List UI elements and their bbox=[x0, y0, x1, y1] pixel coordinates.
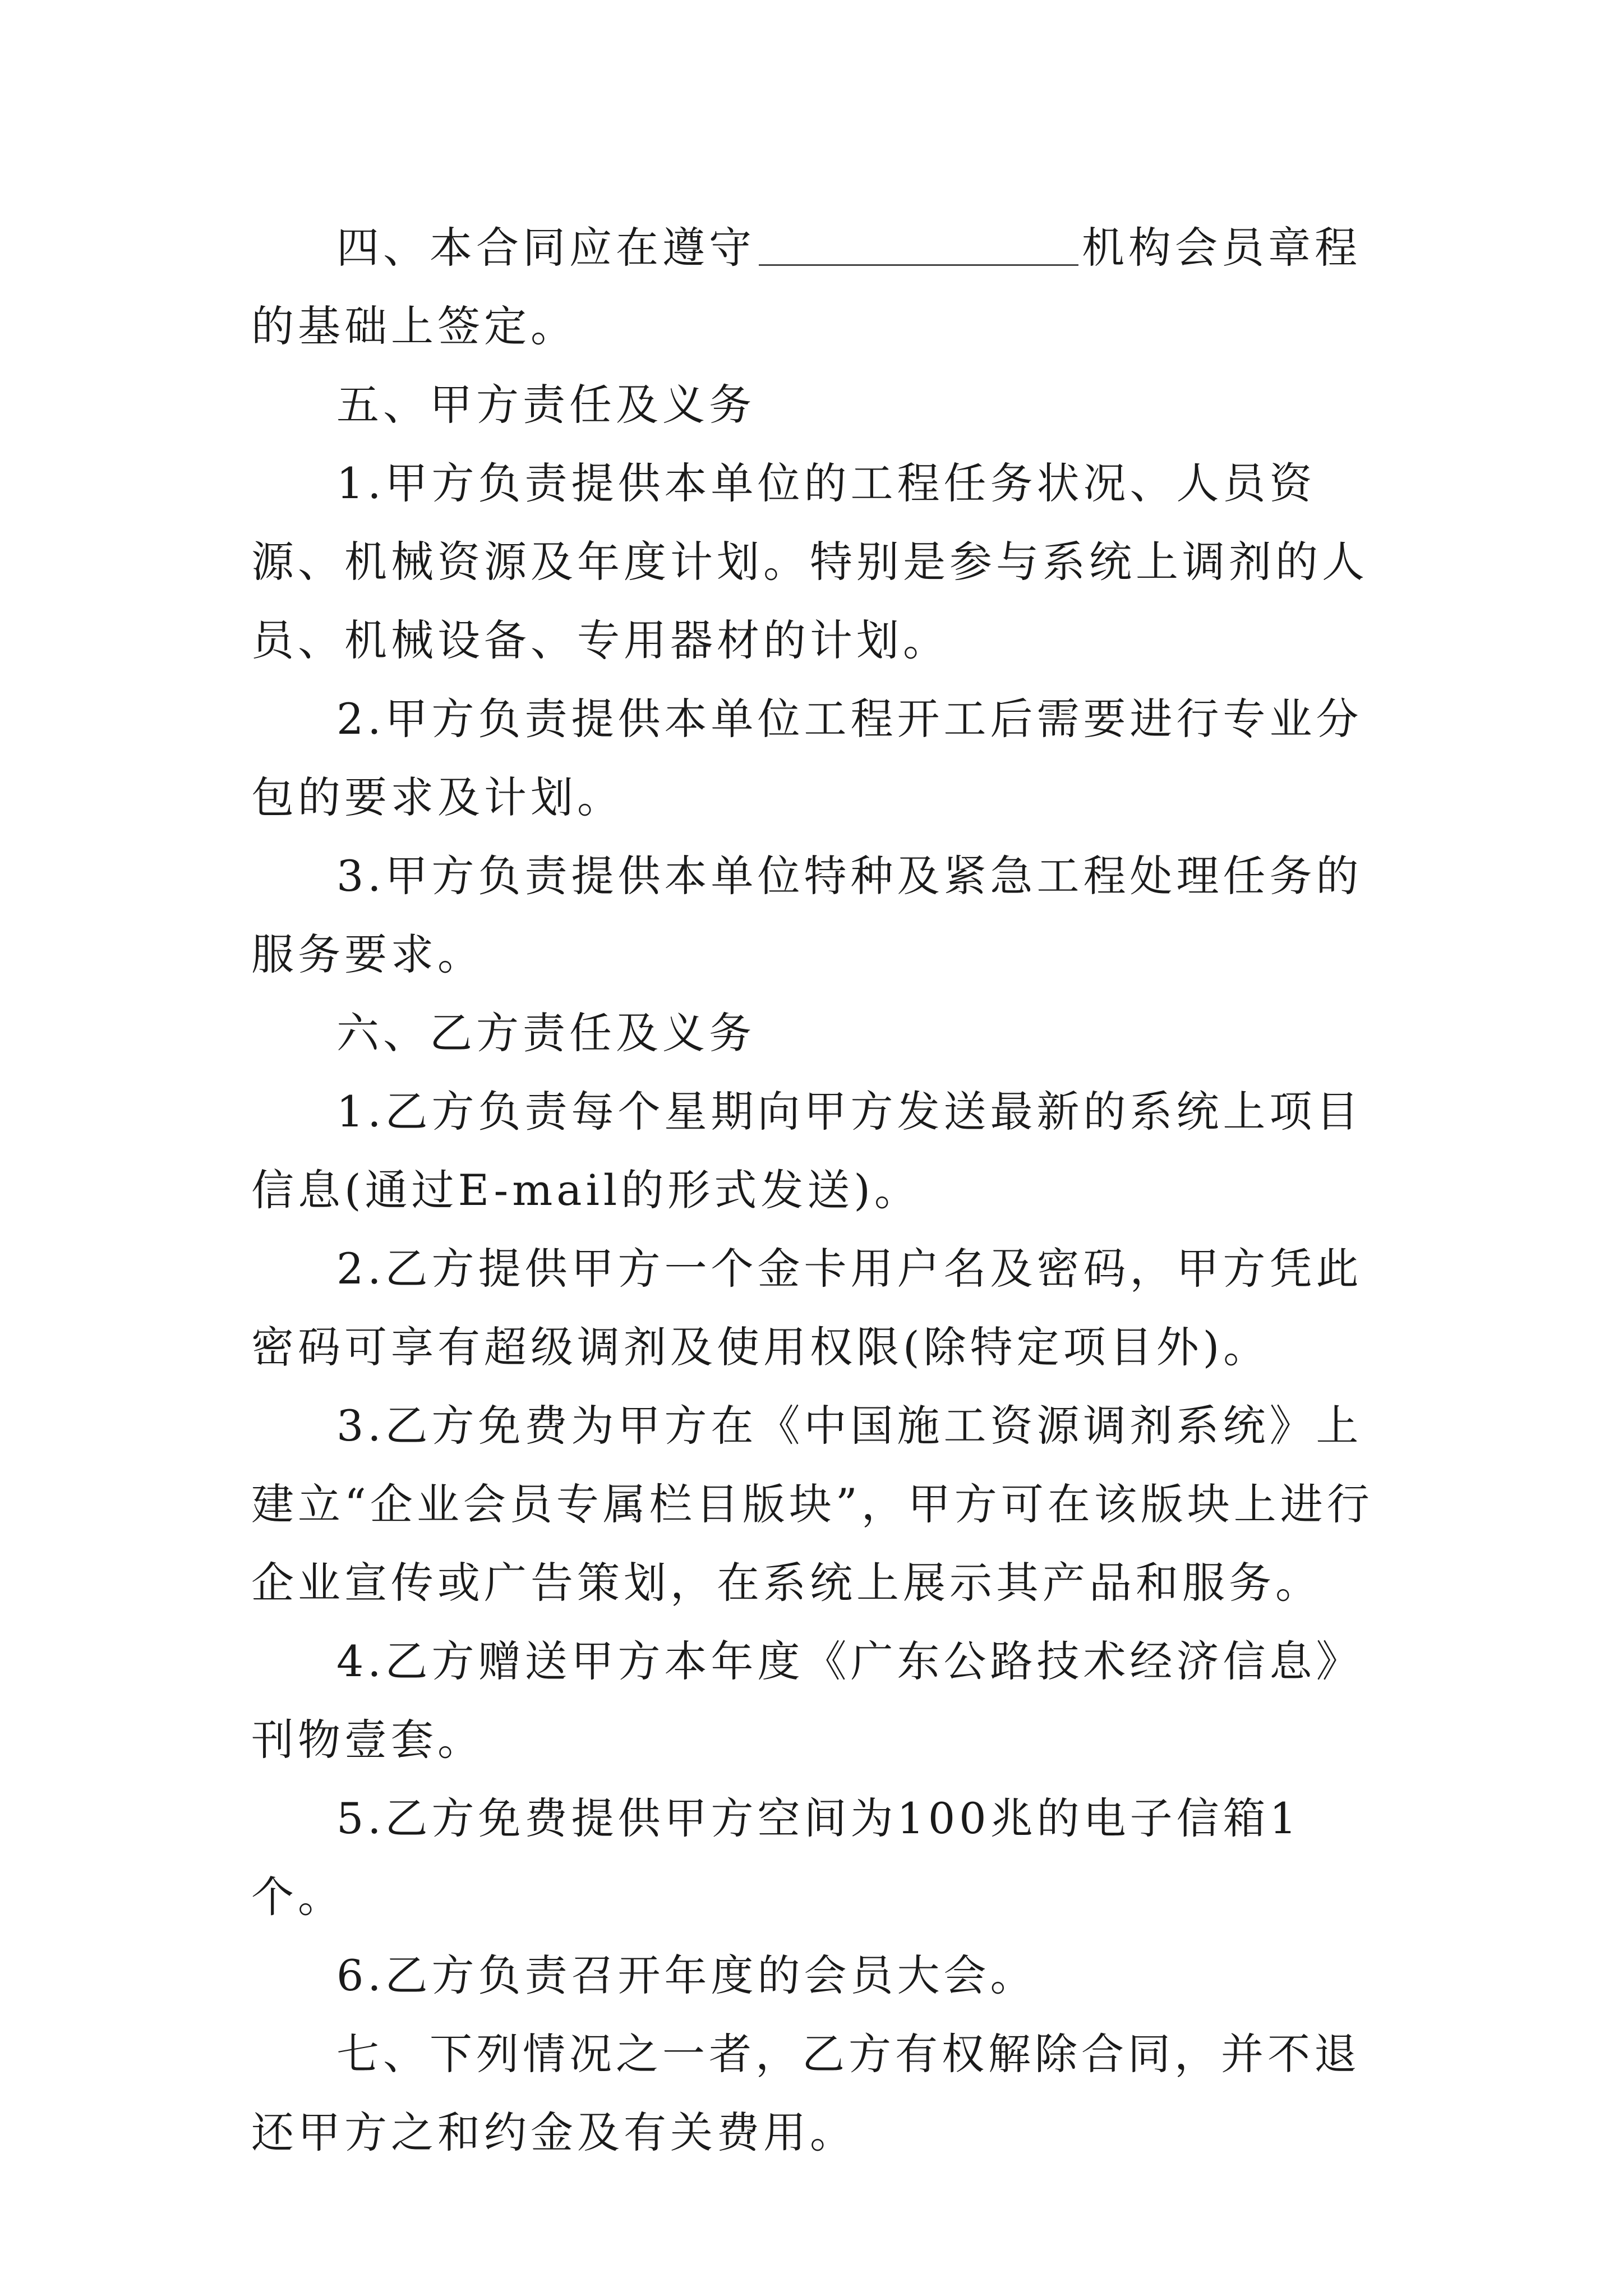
clause-4-paragraph bbox=[251, 209, 1380, 366]
section-5-item-2: 2.甲方负责提供本单位工程开工后需要进行专业分包的要求及计划。 bbox=[251, 694, 1363, 822]
section-7-heading: 七、下列情况之一者，乙方有权解除合同，并不退还甲方之和约金及有关费用。 bbox=[251, 2029, 1361, 2157]
section-6-item-5: 5.乙方免费提供甲方空间为100兆的电子信箱1个。 bbox=[251, 1793, 1301, 1922]
document-page bbox=[251, 209, 1380, 2172]
clause-4-text-after: 机构会员章程的基础上签定。 bbox=[251, 223, 1361, 351]
section-6-item-6: 6.乙方负责召开年度的会员大会。 bbox=[336, 1950, 1037, 2000]
section-5-item-1: 1.甲方负责提供本单位的工程任务状况、人员资源、机械资源及年度计划。特别是参与系统上调剂的人员、机械设备、专用器材的计划。 bbox=[251, 458, 1368, 665]
section-5-item-3: 3.甲方负责提供本单位特种及紧急工程处理任务的服务要求。 bbox=[251, 851, 1363, 979]
fill-in-blank-line bbox=[759, 225, 1078, 266]
section-6-item-2: 2.乙方提供甲方一个金卡用户名及密码，甲方凭此密码可享有超级调剂及使用权限(除特定项目外)。 bbox=[251, 1244, 1363, 1372]
section-5-heading: 五、甲方责任及义务 bbox=[336, 380, 755, 430]
section-6-item-4: 4.乙方赠送甲方本年度《广东公路技术经济信息》刊物壹套。 bbox=[251, 1636, 1363, 1765]
section-6-item-1: 1.乙方负责每个星期向甲方发送最新的系统上项目信息(通过E-mail的形式发送)。 bbox=[251, 1087, 1363, 1215]
section-6-heading: 六、乙方责任及义务 bbox=[336, 1008, 755, 1058]
section-6-item-3: 3.乙方免费为甲方在《中国施工资源调剂系统》上建立“企业会员专属栏目版块”，甲方可在该版块上进行企业宣传或广告策划，在系统上展示其产品和服务。 bbox=[251, 1401, 1373, 1608]
clause-4-text-before: 四、本合同应在遵守 bbox=[336, 223, 755, 273]
